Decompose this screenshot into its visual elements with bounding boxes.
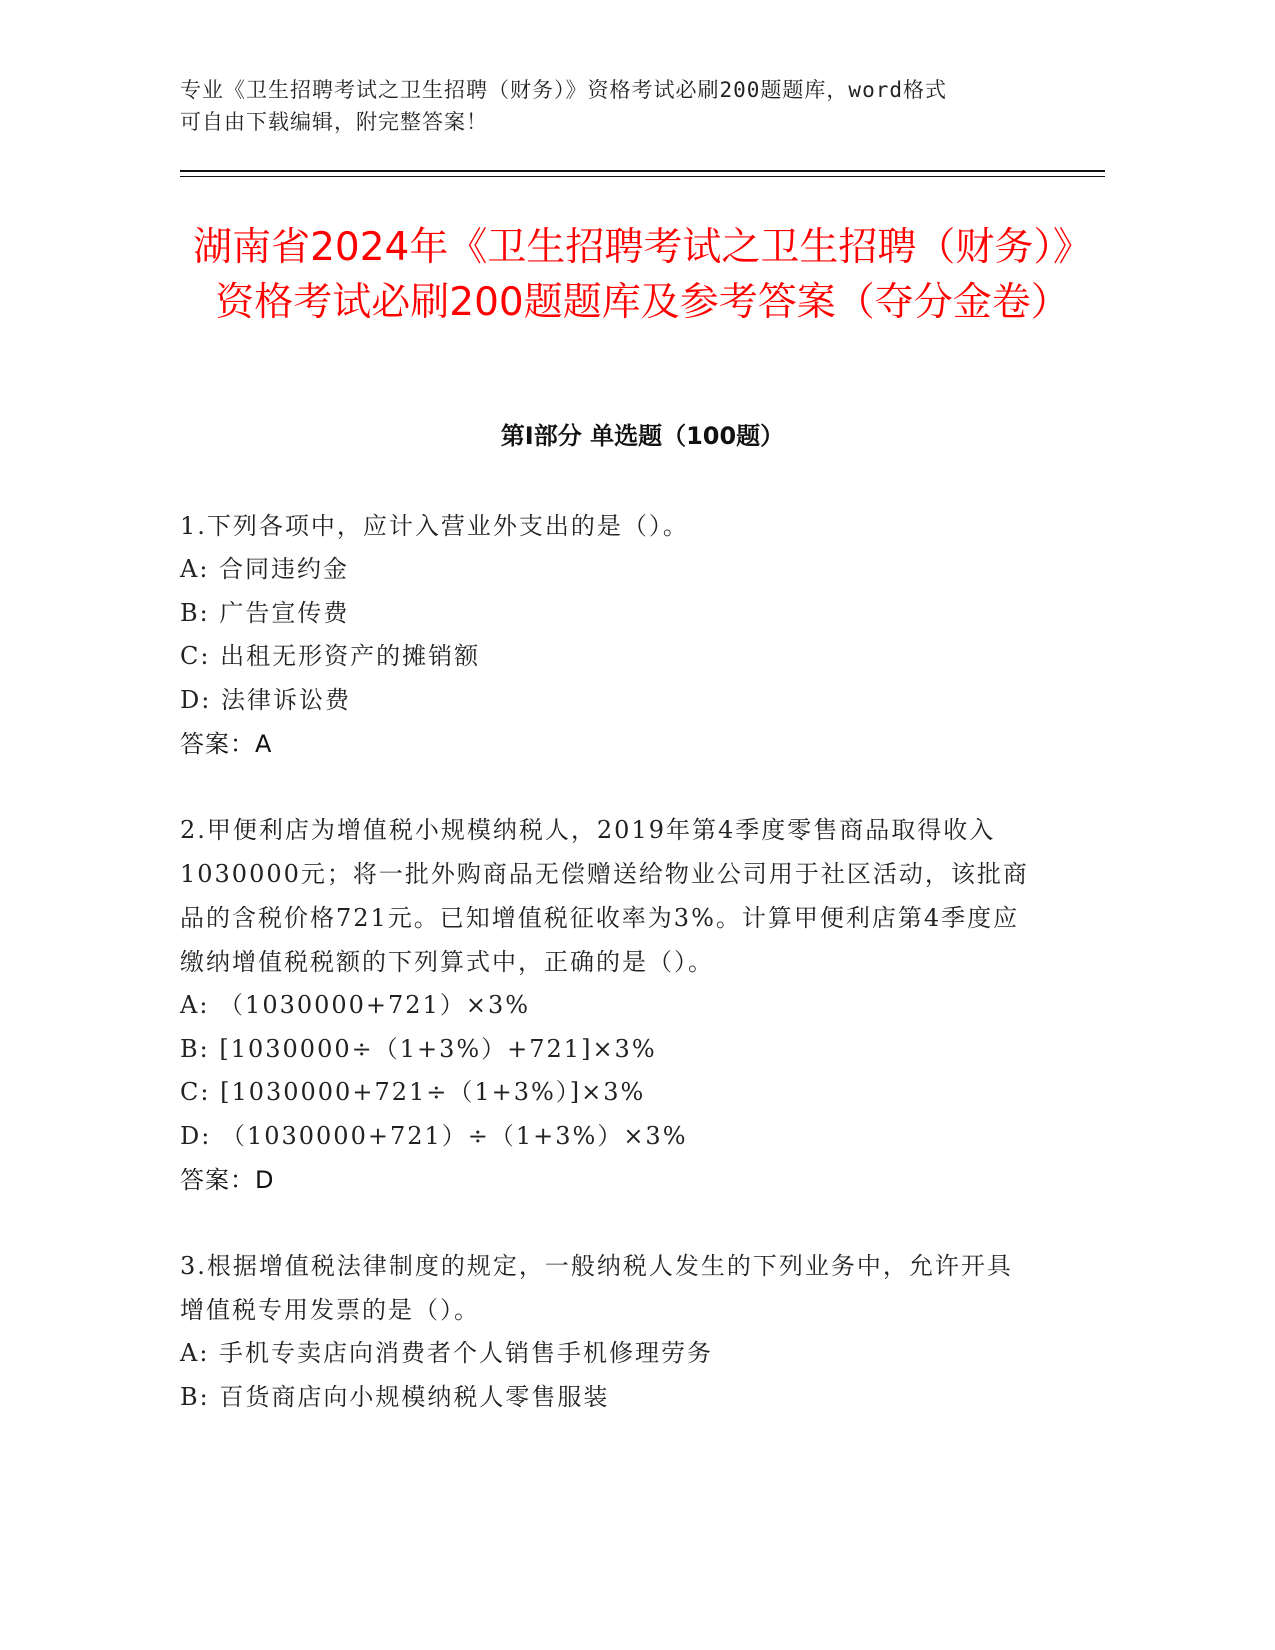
- answer: 答案：A: [180, 730, 273, 758]
- option-b: B: 广告宣传费: [180, 598, 350, 627]
- answer: 答案：D: [180, 1166, 275, 1194]
- header-note-line-2: 可自由下载编辑，附完整答案！: [180, 110, 488, 134]
- option-d: D: 法律诉讼费: [180, 685, 351, 714]
- option-b: B: 百货商店向小规模纳税人零售服装: [180, 1382, 610, 1411]
- section-heading: 第I部分 单选题（100题）: [500, 422, 785, 450]
- option-c: C: 出租无形资产的摊销额: [180, 642, 481, 670]
- option-d: D: （1030000+721）÷（1+3%）×3%: [180, 1121, 688, 1150]
- question-2: [180, 808, 1030, 1202]
- header-divider-thick: [180, 170, 1105, 172]
- option-b: B: [1030000÷（1+3%）+721]×3%: [180, 1034, 657, 1063]
- question-stem: 1.下列各项中，应计入营业外支出的是（）。: [180, 512, 689, 540]
- question-1: [180, 504, 1030, 766]
- question-stem: 3.根据增值税法律制度的规定，一般纳税人发生的下列业务中，允许开具增值税专用发票的是（）。: [180, 1252, 1013, 1324]
- document-title: 湖南省2024年《卫生招聘考试之卫生招聘（财务）》资格考试必刷200题题库及参考答案（夺分金卷）: [193, 225, 1092, 325]
- header-divider-thin: [180, 176, 1105, 177]
- header-note-line-1: 专业《卫生招聘考试之卫生招聘（财务）》资格考试必刷200题题库，word格式: [180, 78, 947, 102]
- question-stem: 2.甲便利店为增值税小规模纳税人，2019年第4季度零售商品取得收入1030000元；将一批外购商品无偿赠送给物业公司用于社区活动，该批商品的含税价格721元。已知增值税征收率为3%。计算甲便利店第4季度应缴纳增值税税额的下列算式中，正确的是（）。: [180, 816, 1029, 976]
- option-c: C: [1030000+721÷（1+3%）]×3%: [180, 1078, 646, 1106]
- question-3: [180, 1244, 1030, 1419]
- option-a: A: （1030000+721）×3%: [180, 991, 531, 1019]
- option-a: A: 合同违约金: [180, 555, 350, 583]
- header-note: [180, 74, 1040, 138]
- option-a: A: 手机专卖店向消费者个人销售手机修理劳务: [180, 1339, 714, 1367]
